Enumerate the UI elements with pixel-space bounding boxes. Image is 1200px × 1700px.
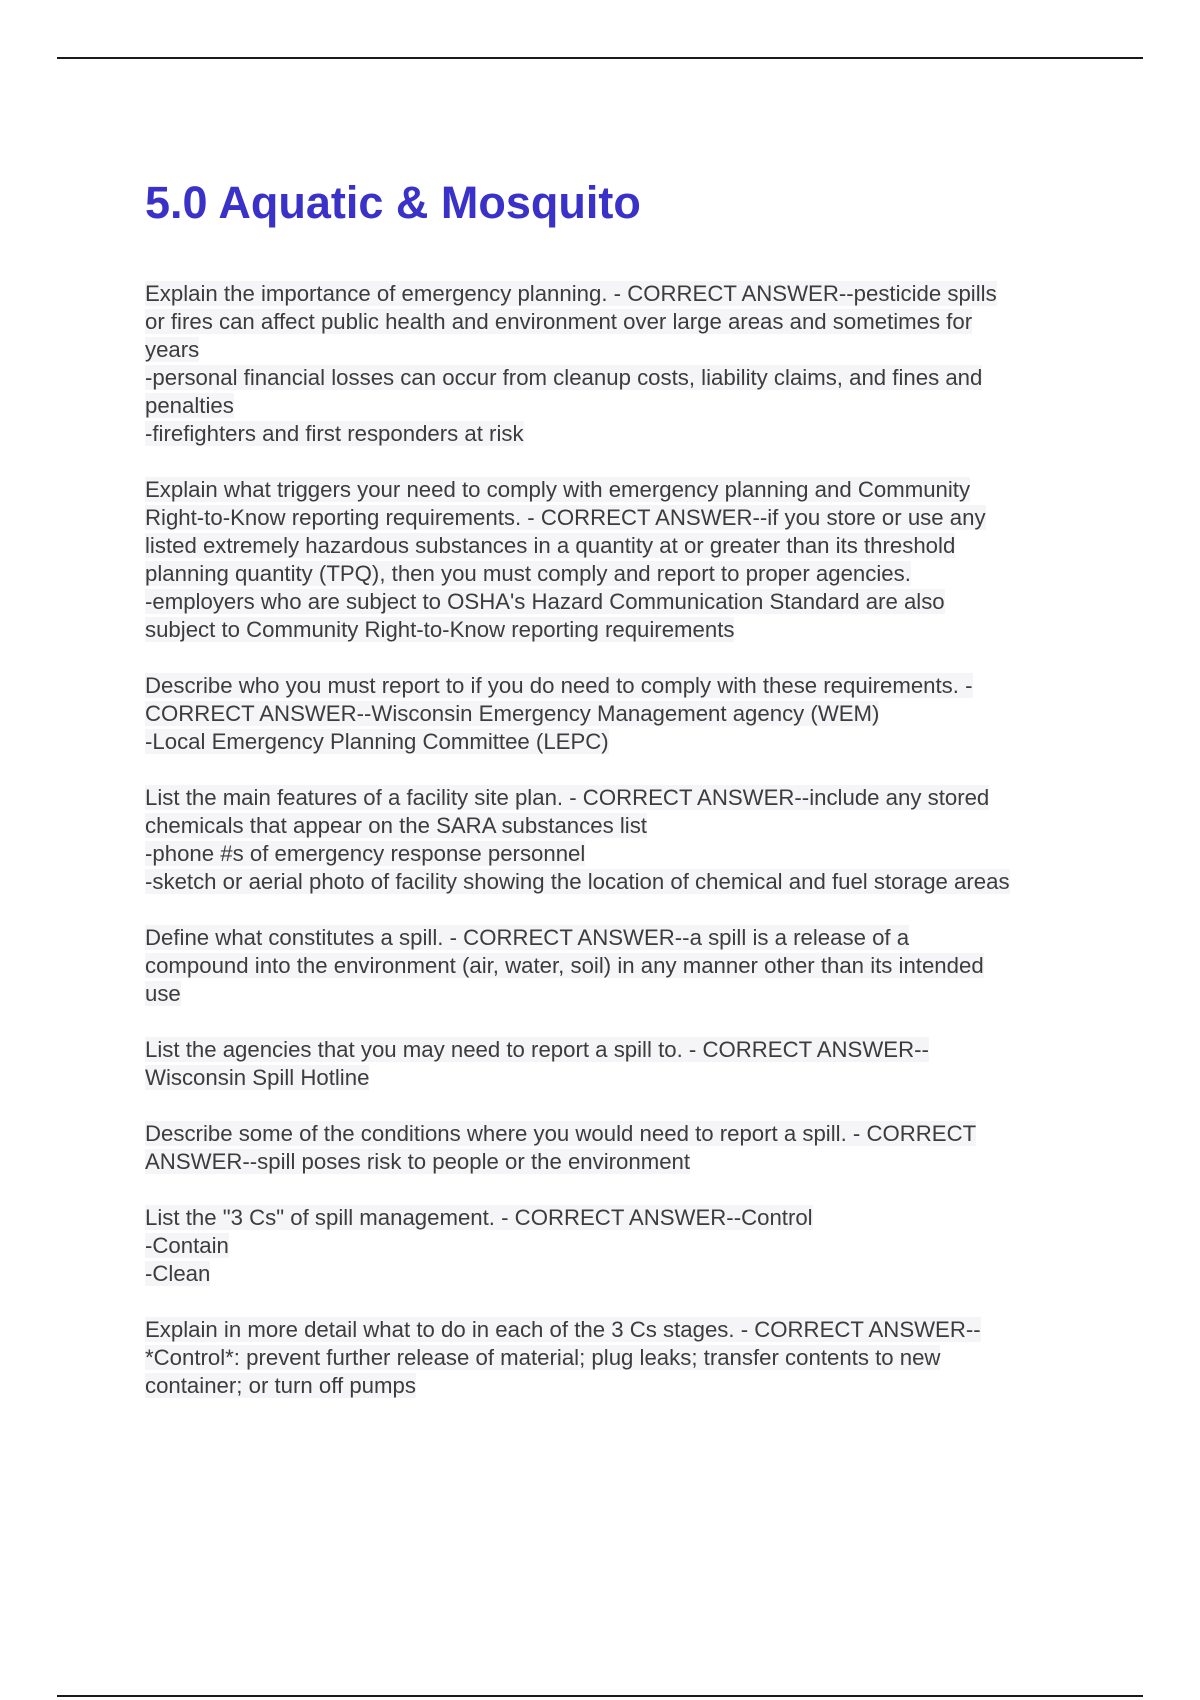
qa-line: compound into the environment (air, water, soil) in any manner other than its intended [145,953,984,978]
qa-line: use [145,981,181,1006]
qa-line: ANSWER--spill poses risk to people or the environment [145,1149,691,1174]
qa-item [145,476,1095,644]
qa-item [145,924,1095,1008]
qa-line: container; or turn off pumps [145,1373,416,1398]
qa-line: chemicals that appear on the SARA substances list [145,813,647,838]
qa-item [145,1120,1095,1176]
qa-item [145,1316,1095,1400]
qa-line: penalties [145,393,234,418]
qa-line: CORRECT ANSWER--Wisconsin Emergency Management agency (WEM) [145,701,880,726]
qa-line: List the agencies that you may need to report a spill to. - CORRECT ANSWER-- [145,1037,929,1062]
qa-line: years [145,337,200,362]
qa-line: -employers who are subject to OSHA's Hazard Communication Standard are also [145,589,945,614]
qa-line: -firefighters and first responders at risk [145,421,524,446]
qa-line: Explain in more detail what to do in each of the 3 Cs stages. - CORRECT ANSWER-- [145,1317,981,1342]
qa-line: -personal financial losses can occur from cleanup costs, liability claims, and fines and [145,365,983,390]
qa-line: -sketch or aerial photo of facility showing the location of chemical and fuel storage areas [145,869,1010,894]
qa-line: or fires can affect public health and environment over large areas and sometimes for [145,309,973,334]
qa-line: -phone #s of emergency response personnel [145,841,586,866]
qa-line: Describe some of the conditions where you would need to report a spill. - CORRECT [145,1121,977,1146]
qa-line: Define what constitutes a spill. - CORRECT ANSWER--a spill is a release of a [145,925,910,950]
qa-line: Explain what triggers your need to comply with emergency planning and Community [145,477,971,502]
qa-item [145,672,1095,756]
qa-line: Explain the importance of emergency planning. - CORRECT ANSWER--pesticide spills [145,281,997,306]
qa-line: Wisconsin Spill Hotline [145,1065,370,1090]
qa-line: listed extremely hazardous substances in a quantity at or greater than its threshold [145,533,956,558]
qa-item [145,1036,1095,1092]
qa-line: Describe who you must report to if you do need to comply with these requirements. - [145,673,973,698]
qa-list [145,280,1095,1400]
qa-line: subject to Community Right-to-Know reporting requirements [145,617,735,642]
qa-item [145,784,1095,896]
qa-line: Right-to-Know reporting requirements. - CORRECT ANSWER--if you store or use any [145,505,986,530]
qa-item [145,1204,1095,1288]
qa-line: planning quantity (TPQ), then you must comply and report to proper agencies. [145,561,911,586]
qa-line: -Clean [145,1261,211,1286]
footer-rule [57,1695,1143,1697]
page-content [145,168,1095,1428]
qa-line: List the "3 Cs" of spill management. - CORRECT ANSWER--Control [145,1205,813,1230]
qa-item [145,280,1095,448]
qa-line: List the main features of a facility site plan. - CORRECT ANSWER--include any stored [145,785,990,810]
header-rule [57,57,1143,59]
qa-line: -Local Emergency Planning Committee (LEPC) [145,729,609,754]
document-title: 5.0 Aquatic & Mosquito [145,177,641,228]
qa-line: *Control*: prevent further release of material; plug leaks; transfer contents to new [145,1345,941,1370]
qa-line: -Contain [145,1233,229,1258]
